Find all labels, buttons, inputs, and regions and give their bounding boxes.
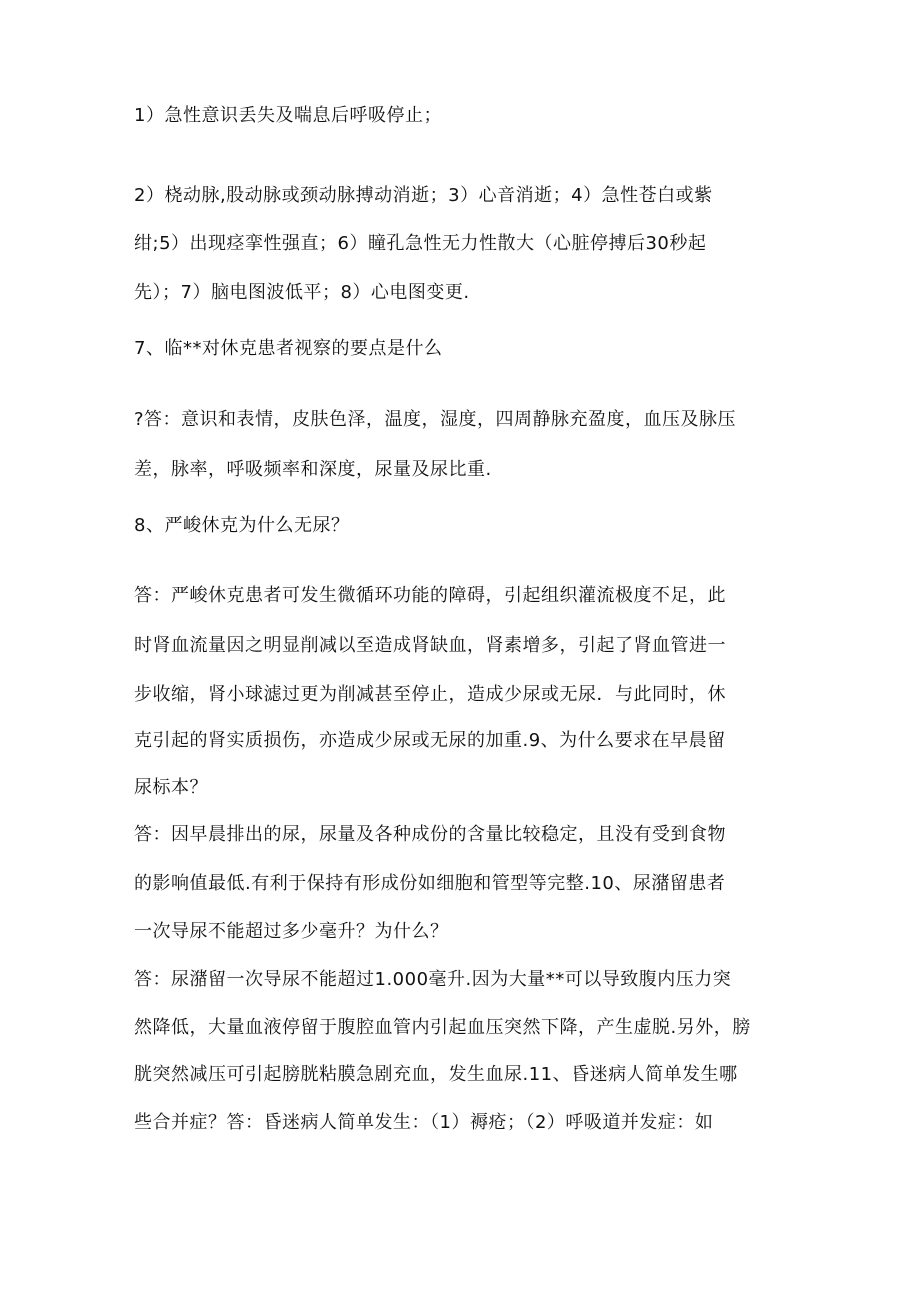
- text-line: 答：严峻休克患者可发生微循环功能的障碍，引起组织灌流极度不足，此: [134, 585, 726, 606]
- text-line: 2）桡动脉,股动脉或颈动脉搏动消逝；3）心音消逝；4）急性苍白或紫: [134, 185, 713, 206]
- text-line: 胱突然减压可引起膀胱粘膜急剧充血，发生血尿.11、昏迷病人简单发生哪: [134, 1064, 738, 1085]
- text-line: ?答：意识和表情，皮肤色泽，温度，湿度，四周静脉充盈度，血压及脉压: [134, 409, 737, 430]
- text-line: 绀;5）出现痉挛性强直；6）瞳孔急性无力性散大（心脏停搏后30秒起: [134, 233, 707, 254]
- text-line: 些合并症？答：昏迷病人简单发生：（1）褥疮；（2）呼吸道并发症：如: [134, 1112, 714, 1133]
- text-line: 一次导尿不能超过多少毫升？为什么？: [134, 921, 449, 942]
- text-line: 答：尿潴留一次导尿不能超过1.000毫升.因为大量**可以导致腹内压力突: [134, 969, 732, 990]
- text-line: 然降低，大量血液停留于腹腔血管内引起血压突然下降，产生虚脱.另外，膀: [134, 1017, 751, 1038]
- text-line: 答：因早晨排出的尿，尿量及各种成份的含量比较稳定，且没有受到食物: [134, 824, 726, 845]
- text-line: 尿标本？: [134, 777, 208, 798]
- section-heading: 7、临**对休克患者视察的要点是什么: [134, 338, 443, 359]
- text-line: 步收缩，肾小球滤过更为削减甚至停止，造成少尿或无尿．与此同时，休: [134, 684, 726, 705]
- text-line: 时肾血流量因之明显削减以至造成肾缺血，肾素增多，引起了肾血管进一: [134, 635, 726, 656]
- text-line: 的影响值最低.有利于保持有形成份如细胞和管型等完整.10、尿潴留患者: [134, 873, 726, 894]
- text-line: 克引起的肾实质损伤，亦造成少尿或无尿的加重.9、为什么要求在早晨留: [134, 730, 726, 751]
- section-heading: 8、严峻休克为什么无尿？: [134, 515, 350, 536]
- text-line: 1）急性意识丢失及喘息后呼吸停止；: [134, 105, 442, 126]
- text-line: 先）；7）脑电图波低平；8）心电图变更.: [134, 282, 470, 303]
- text-line: 差，脉率，呼吸频率和深度，尿量及尿比重.: [134, 459, 492, 480]
